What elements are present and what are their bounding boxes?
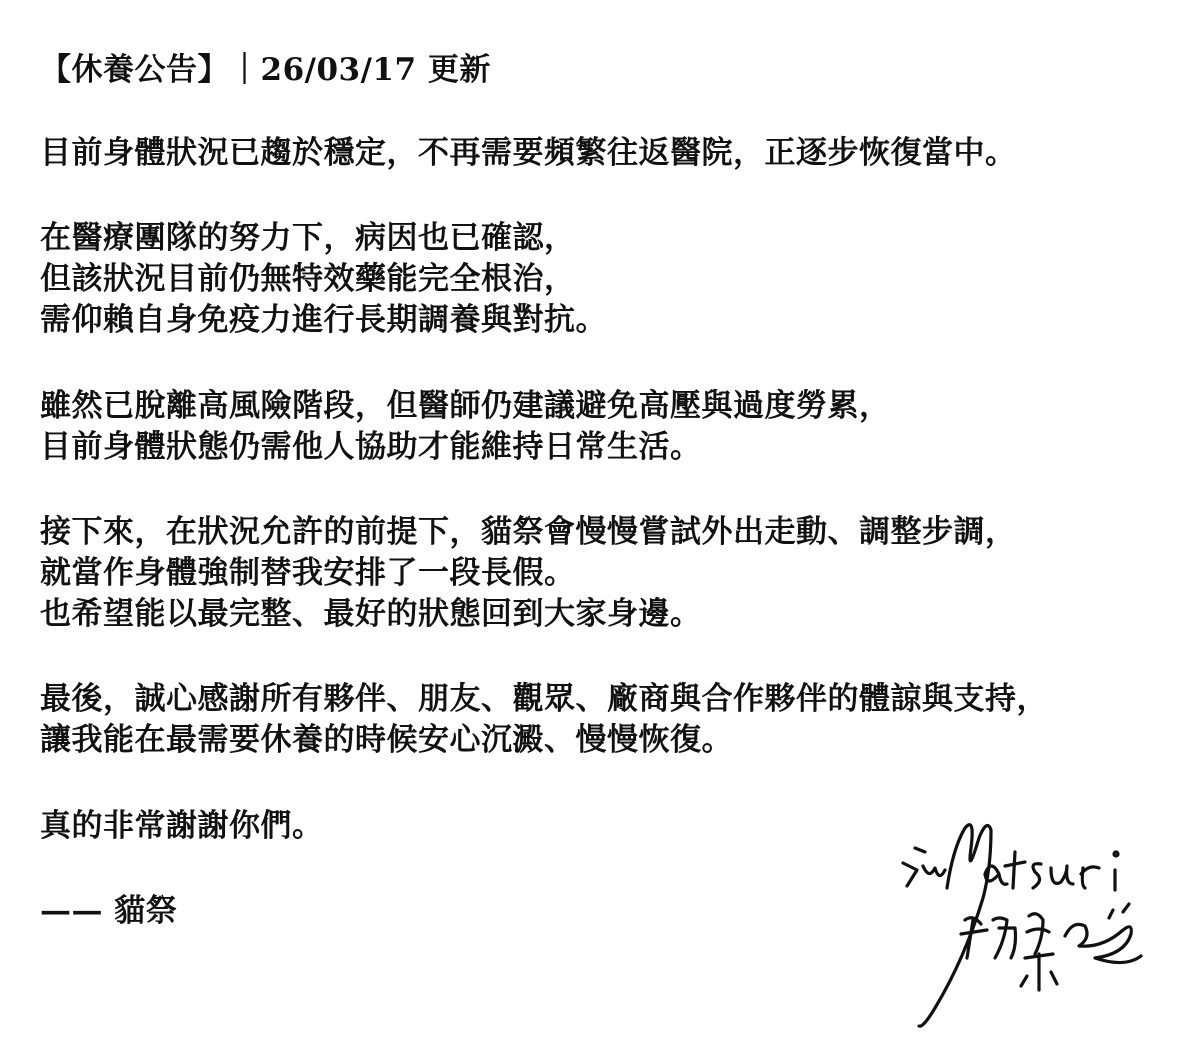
signature-stroke	[1005, 852, 1025, 888]
paragraph-3-line-1: 雖然已脫離高風險階段，但醫師仍建議避免高壓與過度勞累，	[40, 388, 891, 424]
signature-stroke	[1051, 866, 1073, 884]
paragraph-2-line-1: 在醫療團隊的努力下，病因也已確認，	[40, 220, 576, 256]
paragraph-2-line-3: 需仰賴自身免疫力進行長期調養與對抗。	[40, 302, 607, 338]
paragraph-5-line-1: 最後，誠心感謝所有夥伴、朋友、觀眾、廠商與合作夥伴的體諒與支持，	[40, 681, 1048, 717]
signature-stroke	[1081, 867, 1099, 888]
paragraph-4-line-1: 接下來，在狀況允許的前提下，貓祭會慢慢嘗試外出走動、調整步調，	[40, 514, 1017, 550]
signature-stroke	[903, 863, 917, 886]
signature-stroke	[919, 825, 991, 1026]
signature-dot	[1114, 852, 1118, 856]
paragraph-4-line-2: 就當作身體強制替我安排了一段長假。	[40, 555, 576, 591]
signature-stroke	[1027, 914, 1049, 954]
sign-off: —— 貓祭	[40, 893, 178, 929]
paragraph-3-line-2: 目前身體狀態仍需他人協助才能維持日常生活。	[40, 429, 702, 465]
signature-stroke	[915, 848, 925, 852]
paragraph-2-line-2: 但該狀況目前仍無特效藥能完全根治，	[40, 261, 576, 297]
signature-stroke	[993, 918, 1016, 958]
handwritten-signature-icon	[895, 808, 1155, 1038]
announcement-title: 【休養公告】｜26/03/17 更新	[40, 52, 491, 88]
signature-stroke	[1021, 954, 1057, 990]
paragraph-6-line-1: 真的非常謝謝你們。	[40, 808, 324, 844]
paragraph-1-line-1: 目前身體狀況已趨於穩定，不再需要頻繁往返醫院，正逐步恢復當中。	[40, 135, 1017, 171]
paragraph-4-line-3: 也希望能以最完整、最好的狀態回到大家身邊。	[40, 596, 702, 632]
signature-stroke	[923, 866, 945, 876]
paragraph-5-line-2: 讓我能在最需要休養的時候安心沉澱、慢慢恢復。	[40, 722, 733, 758]
signature-stroke	[1033, 864, 1041, 888]
signature-stroke	[1109, 904, 1129, 918]
signature-stroke	[1065, 924, 1141, 962]
